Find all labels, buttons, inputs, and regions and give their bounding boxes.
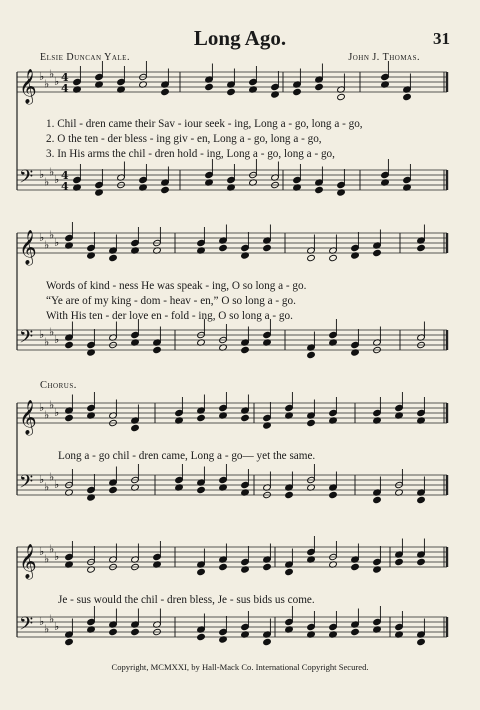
flat-icon: ♭ [44,77,50,91]
note-head [337,93,346,100]
flat-icon: ♭ [39,615,45,628]
note-head [197,568,206,575]
flat-icon: ♭ [49,165,55,179]
flat-icon: ♭ [44,552,50,566]
note-head [161,186,170,193]
flat-icon: ♭ [49,470,55,484]
flat-icon: ♭ [49,67,55,81]
flat-icon: ♭ [49,325,55,339]
lyricist-credit: Elsie Duncan Yale. [40,52,130,63]
flat-icon: ♭ [54,478,60,491]
note-head [373,496,382,503]
verse-line-1-1: 1. Chil - dren came their Sav - iour seek - ing, Long a - go, long a - go, [46,118,363,130]
flat-icon: ♭ [39,545,45,558]
note-head [197,486,206,493]
copyright-notice: Copyright, MCMXXI, by Hall-Mack Co. International Copyright Secured. [111,662,369,672]
note-head [65,341,74,348]
note-head [109,486,118,493]
flat-icon: ♭ [39,401,45,414]
flat-icon: ♭ [44,238,50,252]
flat-icon: ♭ [49,612,55,626]
flat-icon: ♭ [44,335,50,349]
flat-icon: ♭ [44,480,50,494]
note-head [373,249,382,256]
note-head [307,351,316,358]
note-head [395,558,404,565]
time-signature: 4 [61,71,69,84]
flat-icon: ♭ [44,408,50,422]
note-head [227,88,236,95]
note-head [417,244,426,251]
note-head [161,88,170,95]
note-head [417,638,426,645]
flat-icon: ♭ [54,550,60,563]
note-head [351,628,360,635]
chorus-line-2: Je - sus would the chil - dren bless, Je - sus bids us come. [58,594,315,606]
flat-icon: ♭ [54,236,60,249]
note-head [131,424,140,431]
flat-icon: ♭ [39,70,45,83]
time-signature: 4 [61,82,69,95]
note-head [153,346,162,353]
verse-line-2-3: With His ten - der love en - fold - ing, O so long a - go. [46,310,293,322]
note-head [307,254,316,261]
flat-icon: ♭ [54,333,60,346]
verse-line-2-2: “Ye are of my king - dom - heav - en,” O so long a - go. [46,295,296,307]
flat-icon: ♭ [44,622,50,636]
flat-icon: ♭ [39,168,45,181]
note-head [65,638,74,645]
bass-clef-icon: 𝄢 [19,472,34,497]
note-head [329,254,338,261]
note-head [205,83,214,90]
note-head [197,633,206,640]
flat-icon: ♭ [49,542,55,556]
note-head [65,414,74,421]
note-head [263,563,272,570]
flat-icon: ♭ [44,175,50,189]
chorus-line-1: Long a - go chil - dren came, Long a - go— yet the same. [58,450,316,462]
note-head [263,638,272,645]
hymn-title: Long Ago. [193,26,287,50]
flat-icon: ♭ [54,406,60,419]
flat-icon: ♭ [39,231,45,244]
note-head [315,83,324,90]
verse-line-2-1: Words of kind - ness He was speak - ing, O so long a - go. [46,280,307,292]
note-head [351,563,360,570]
note-head [241,346,250,353]
note-head [315,186,324,193]
verse-line-1-3: 3. In His arms the chil - dren hold - ing, Long a - go, long a - go, [46,148,335,160]
note-head [329,491,338,498]
treble-clef-icon: 𝄞 [19,400,37,435]
flat-icon: ♭ [49,228,55,242]
bass-clef-icon: 𝄢 [19,614,34,639]
note-head [109,628,118,635]
note-head [131,628,140,635]
note-head [219,563,228,570]
note-head [403,93,412,100]
note-head [285,568,294,575]
verse-line-1-2: 2. O the ten - der bless - ing giv - en, Long a - go, long a - go, [46,133,322,145]
treble-clef-icon: 𝄞 [19,230,37,265]
bass-clef-icon: 𝄢 [19,327,34,352]
flat-icon: ♭ [54,173,60,186]
bass-clef-icon: 𝄢 [19,167,34,192]
note-head [263,244,272,251]
note-head [417,558,426,565]
page-number: 31 [433,29,450,48]
note-head [293,88,302,95]
flat-icon: ♭ [54,620,60,633]
flat-icon: ♭ [54,75,60,88]
note-head [307,419,316,426]
note-head [241,414,250,421]
treble-clef-icon: 𝄞 [19,69,37,104]
flat-icon: ♭ [39,328,45,341]
note-head [197,414,206,421]
time-signature: 4 [61,169,69,182]
composer-credit: John J. Thomas. [348,52,420,63]
time-signature: 4 [61,180,69,193]
flat-icon: ♭ [49,398,55,412]
flat-icon: ♭ [39,473,45,486]
note-head [219,244,228,251]
chorus-label: Chorus. [40,380,77,391]
note-head [109,254,118,261]
treble-clef-icon: 𝄞 [19,544,37,579]
note-head [417,496,426,503]
note-head [285,491,294,498]
